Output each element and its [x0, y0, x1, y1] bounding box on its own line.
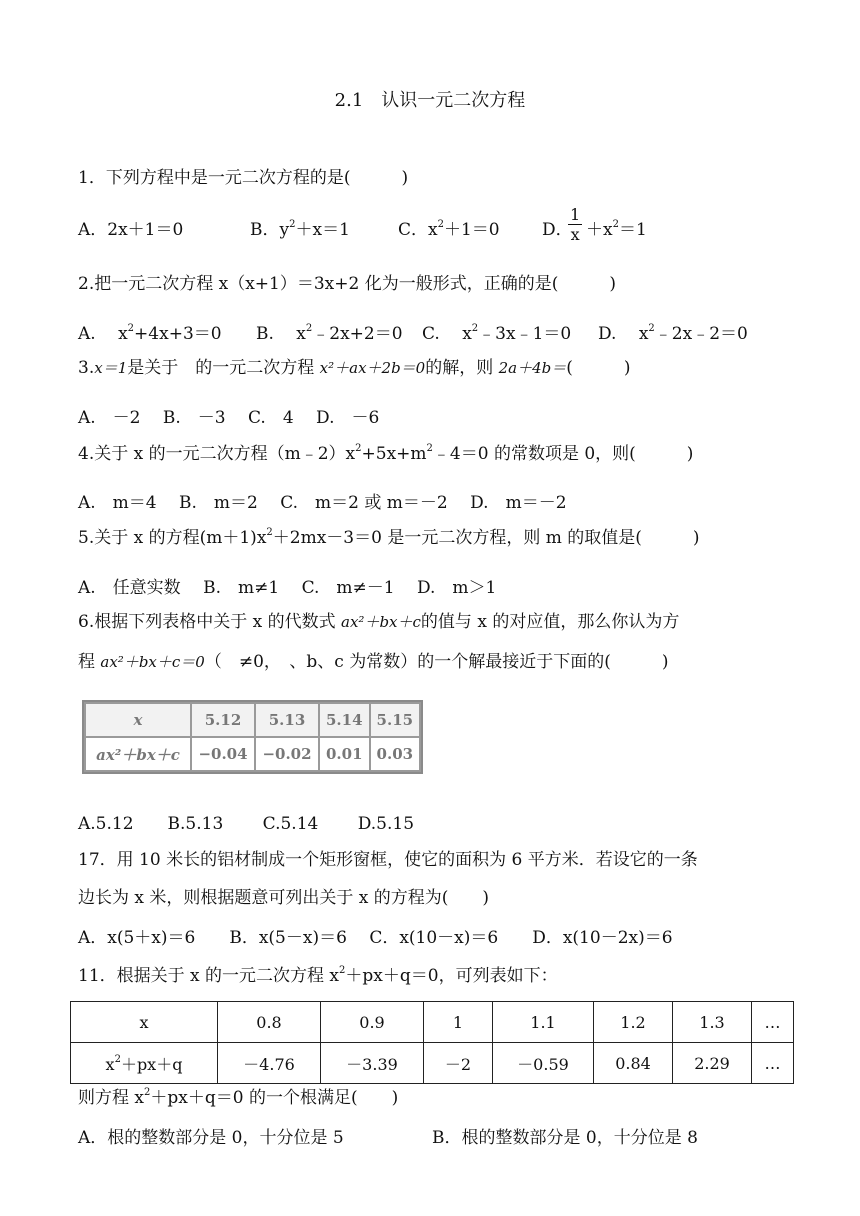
table-cell: $x^2+px+q$ [71, 1043, 218, 1084]
table-cell: … [752, 1002, 794, 1043]
question-3: 3.x＝1是关于 的一元二次方程 x²＋ax＋2b＝0的解，则 2a＋4b＝( ) [78, 358, 631, 378]
question-11: 11．根据关于 x 的一元二次方程 $x^2+px+q=0$，可列表如下： [78, 965, 558, 986]
table-cell: －4.76 [218, 1043, 321, 1084]
table-cell: −0.02 [255, 737, 319, 771]
question-2: 2.把一元二次方程 x（x+1）＝3x+2 化为一般形式，正确的是( ) [78, 274, 616, 294]
table-cell: －0.59 [493, 1043, 594, 1084]
q2-option-d: D. $x^2﹣2x﹣2=0$ [598, 323, 748, 344]
q2-option-a: A. $x^2+4x+3=0$ [78, 323, 222, 344]
q6-value-table [84, 702, 421, 772]
table-row [71, 1043, 794, 1084]
question-4: 4.关于 x 的一元二次方程$(m﹣2)x^2+5x+m^2﹣4=0$ 的常数项是 0，则( ) [78, 443, 694, 464]
table-cell: 0.8 [218, 1002, 321, 1043]
q11-option-b: B．根的整数部分是 0，十分位是 8 [432, 1128, 698, 1148]
table-cell: −0.04 [191, 737, 255, 771]
table-cell: 5.14 [319, 703, 370, 737]
table-cell: 1.2 [594, 1002, 673, 1043]
page-title: 2.1 认识一元二次方程 [334, 90, 526, 111]
q1-option-c: C．$x^2+1=0$ [398, 219, 500, 240]
table-cell: 1 [424, 1002, 493, 1043]
q1-option-a: A．2x＋1＝0 [78, 220, 184, 240]
question-17-line-2: 边长为 x 米，则根据题意可列出关于 x 的方程为( ) [78, 888, 490, 908]
table-cell: －2 [424, 1043, 493, 1084]
q1-option-d-label: D． [542, 220, 573, 240]
question-1: 1．下列方程中是一元二次方程的是( ) [78, 168, 409, 188]
table-cell: 0.03 [370, 737, 421, 771]
q6-options: A.5.12 B.5.13 C.5.14 D.5.15 [78, 814, 415, 834]
table-row [71, 1002, 794, 1043]
q4-options: A. m＝4 B. m＝2 C. m＝2 或 m＝－2 D. m＝－2 [78, 493, 567, 513]
table-cell: ax²＋bx＋c [85, 737, 191, 771]
question-5: 5.关于 x 的方程$(m+1)x^2+2mx-3=0$ 是一元二次方程，则 m 的取值是( ) [78, 527, 700, 548]
table-cell: 0.9 [321, 1002, 424, 1043]
table-cell: 0.84 [594, 1043, 673, 1084]
table-cell: 2.29 [673, 1043, 752, 1084]
table-cell: x [85, 703, 191, 737]
q11-value-table [70, 1001, 794, 1084]
table-cell: … [752, 1043, 794, 1084]
table-cell: x [71, 1002, 218, 1043]
question-17-line-1: 17．用 10 米长的铝材制成一个矩形窗框，使它的面积为 6 平方米．若设它的一条 [78, 850, 698, 870]
q11-option-a: A．根的整数部分是 0，十分位是 5 [78, 1128, 344, 1148]
q2-option-c: C. $x^2﹣3x﹣1=0$ [422, 323, 572, 344]
table-cell: 5.12 [191, 703, 255, 737]
table-row [85, 703, 420, 737]
q3-options: A. －2 B. －3 C. 4 D. －6 [78, 408, 380, 428]
q2-option-b: B. $x^2﹣2x+2=0$ [256, 323, 403, 344]
table-row [85, 737, 420, 771]
q17-options: A．x(5＋x)＝6 B．x(5－x)＝6 C．x(10－x)＝6 D．x(10－2x)＝6 [78, 928, 673, 948]
q1-option-b: B．$y^2+x=1$ [250, 219, 350, 240]
table-cell: 0.01 [319, 737, 370, 771]
q5-options: A. 任意实数 B. m≠1 C. m≠－1 D. m＞1 [78, 578, 497, 598]
q11-question: 则方程 $x^2+px+q=0$ 的一个根满足( ) [78, 1087, 399, 1108]
q1-option-d: $+x^2=1$ [586, 219, 647, 240]
question-6-line-1: 6.根据下列表格中关于 x 的代数式 ax²＋bx＋c的值与 x 的对应值，那么你认为方 [78, 612, 680, 632]
table-cell: 1.3 [673, 1002, 752, 1043]
table-cell: 5.15 [370, 703, 421, 737]
table-cell: 1.1 [493, 1002, 594, 1043]
question-6-line-2: 程 ax²＋bx＋c＝0（ ≠0， 、b、c 为常数）的一个解最接近于下面的( ) [78, 652, 669, 672]
q1-option-d-fraction: $\frac{1}{x}$ [570, 205, 581, 244]
table-cell: －3.39 [321, 1043, 424, 1084]
table-cell: 5.13 [255, 703, 319, 737]
